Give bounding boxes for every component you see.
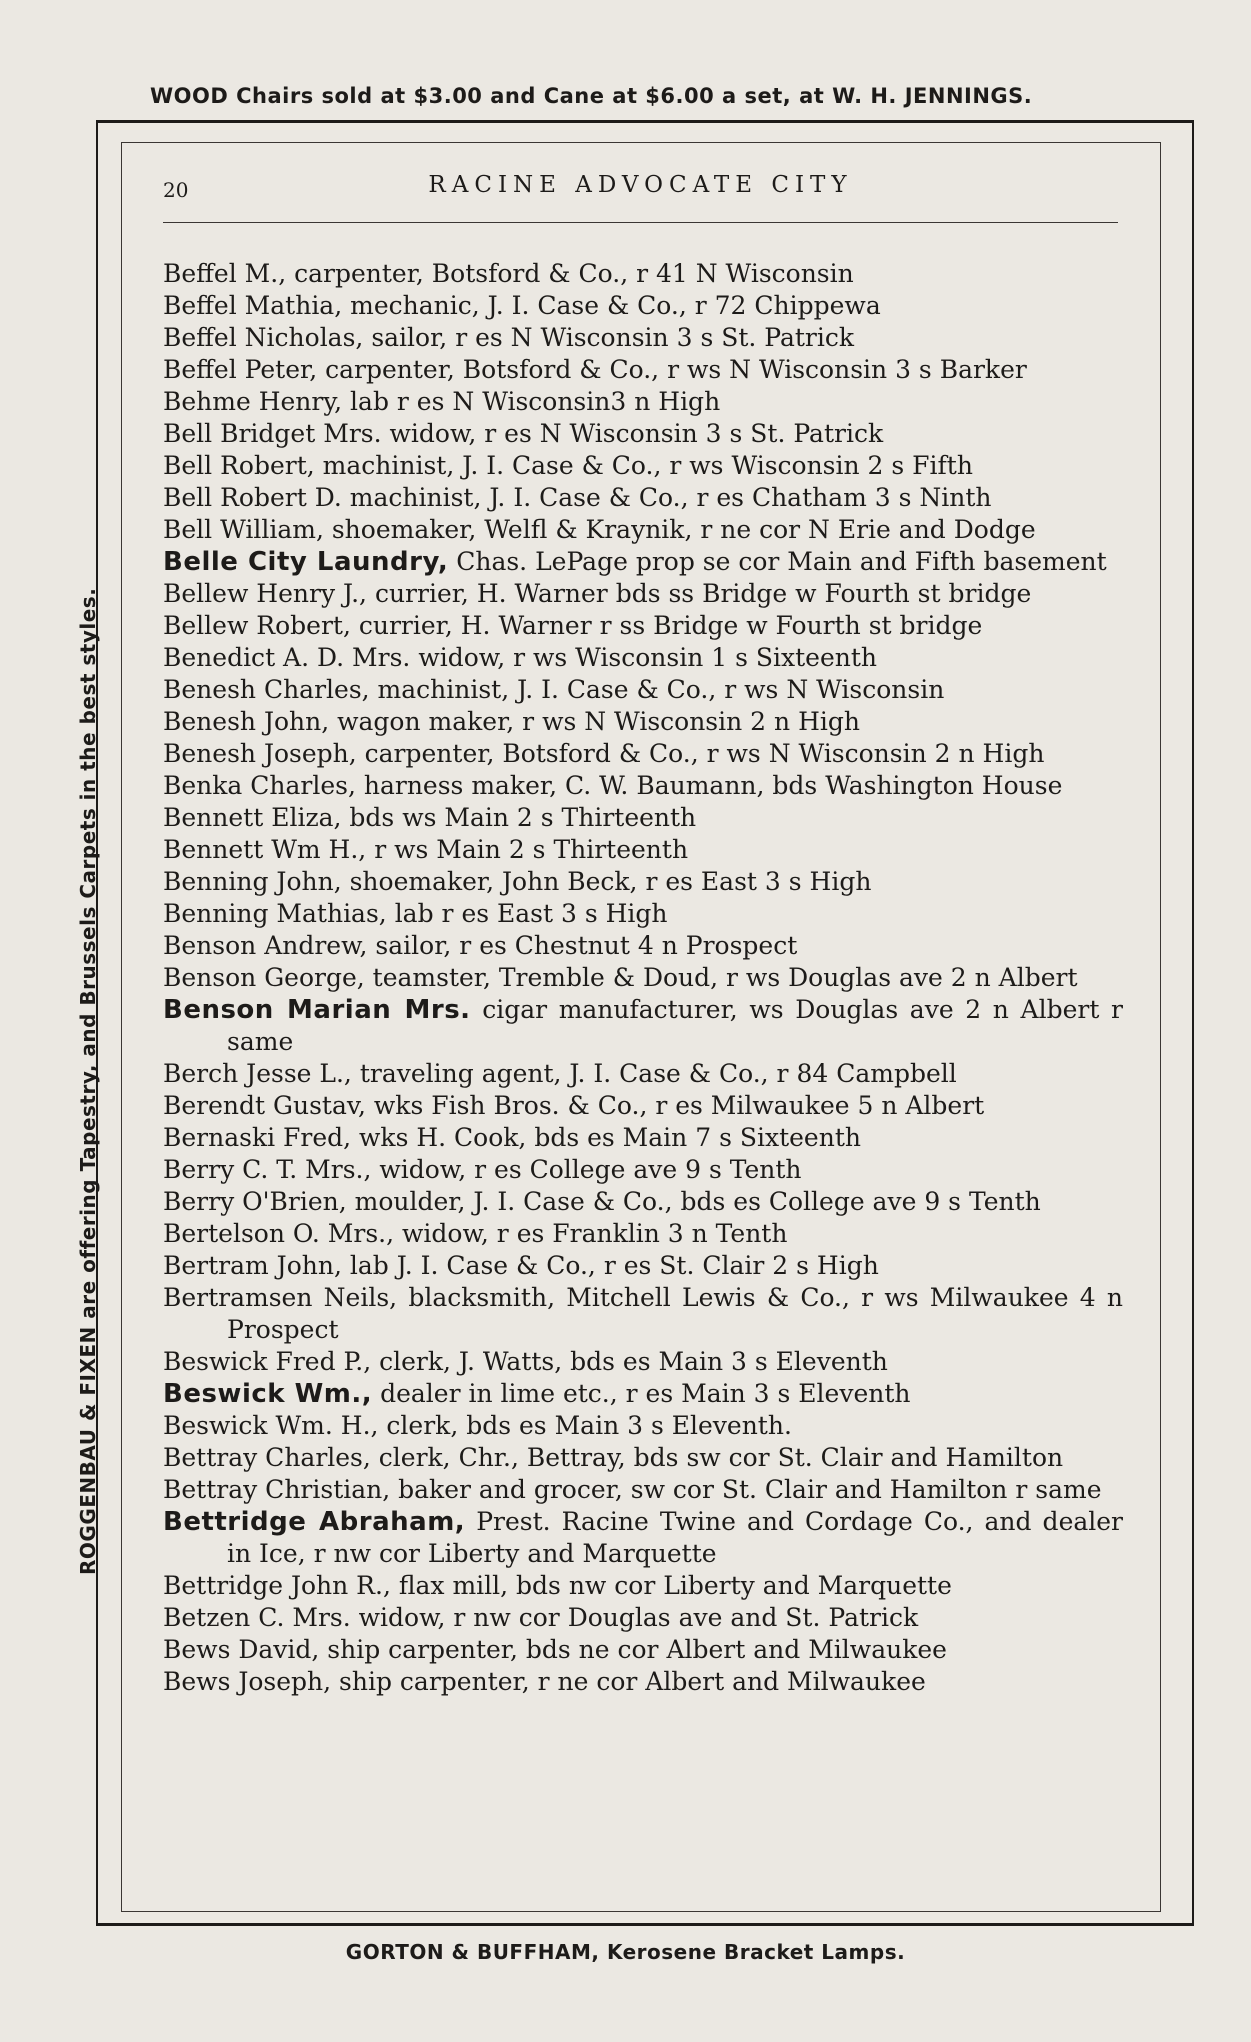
entry-text: Benning Mathias, lab r es East 3 s High [163,899,668,928]
entry-text: Bettray Christian, baker and grocer, sw cor St. Clair and Hamilton r same [163,1475,1102,1504]
footer-advertisement: GORTON & BUFFHAM, Kerosene Bracket Lamps. [345,1940,906,1964]
directory-entry [163,1378,1123,1410]
entry-text: Bertramsen Neils, blacksmith, Mitchell Lewis & Co., r ws Milwaukee 4 n Prospect [163,1283,1123,1344]
directory-entry [163,1122,1123,1154]
entry-text: Bettridge John R., flax mill, bds nw cor Liberty and Marquette [163,1571,952,1600]
directory-entry [163,578,1123,610]
running-head: RACINE ADVOCATE CITY [428,172,853,198]
directory-entry [163,386,1123,418]
entry-text: Betzen C. Mrs. widow, r nw cor Douglas ave and St. Patrick [163,1603,919,1632]
directory-entry [163,1346,1123,1378]
directory-entry [163,482,1123,514]
entry-bold-name: Belle City Laundry, [163,547,449,577]
directory-entry [163,1250,1123,1282]
entry-text: cigar manufacturer, ws Douglas ave 2 n Albert r same [227,995,1123,1056]
directory-entry [163,1410,1123,1442]
directory-entry [163,1186,1123,1218]
directory-entry [163,1442,1123,1474]
entry-text: Beswick Fred P., clerk, J. Watts, bds es Main 3 s Eleventh [163,1347,888,1376]
side-advertisement: ROGGENBAU & FIXEN are offering Tapestry, and Brussels Carpets in the best styles. [76,587,100,1575]
directory-entries [163,258,1123,1698]
entry-text: Bell Robert D. machinist, J. I. Case & Co., r es Chatham 3 s Ninth [163,483,992,512]
entry-text: Berry C. T. Mrs., widow, r es College ave 9 s Tenth [163,1155,802,1184]
entry-text: Bellew Henry J., currier, H. Warner bds ss Bridge w Fourth st bridge [163,579,1032,608]
directory-entry [163,802,1123,834]
entry-text: Berendt Gustav, wks Fish Bros. & Co., r es Milwaukee 5 n Albert [163,1091,985,1120]
directory-entry [163,514,1123,546]
entry-text: dealer in lime etc., r es Main 3 s Eleventh [372,1379,911,1408]
entry-text: Bews David, ship carpenter, bds ne cor Albert and Milwaukee [163,1635,947,1664]
page-number: 20 [163,178,189,202]
directory-entry [163,322,1123,354]
directory-entry [163,610,1123,642]
entry-text: Benesh Charles, machinist, J. I. Case & Co., r ws N Wisconsin [163,675,945,704]
entry-text: Benning John, shoemaker, John Beck, r es East 3 s High [163,867,872,896]
entry-text: Beffel Mathia, mechanic, J. I. Case & Co., r 72 Chippewa [163,291,881,320]
header-rule [163,222,1118,223]
entry-text: Bettray Charles, clerk, Chr., Bettray, bds sw cor St. Clair and Hamilton [163,1443,1064,1472]
directory-entry [163,1634,1123,1666]
entry-text: Beswick Wm. H., clerk, bds es Main 3 s Eleventh. [163,1411,792,1440]
directory-entry [163,1058,1123,1090]
entry-text: Bernaski Fred, wks H. Cook, bds es Main 7 s Sixteenth [163,1123,861,1152]
entry-text: Behme Henry, lab r es N Wisconsin3 n High [163,387,721,416]
directory-entry [163,546,1123,578]
entry-text: Benka Charles, harness maker, C. W. Baumann, bds Washington House [163,771,1063,800]
directory-entry [163,1666,1123,1698]
entry-text: Bennett Wm H., r ws Main 2 s Thirteenth [163,835,689,864]
entry-text: Prest. Racine Twine and Cordage Co., and dealer in Ice, r nw cor Liberty and Marquette [227,1507,1124,1568]
entry-text: Bews Joseph, ship carpenter, r ne cor Albert and Milwaukee [163,1667,926,1696]
entry-text: Bell Robert, machinist, J. I. Case & Co., r ws Wisconsin 2 s Fifth [163,451,973,480]
directory-entry [163,738,1123,770]
entry-bold-name: Benson Marian Mrs. [163,995,471,1025]
directory-entry [163,674,1123,706]
entry-text: Bell William, shoemaker, Welfl & Kraynik, r ne cor N Erie and Dodge [163,515,1036,544]
entry-text: Beffel M., carpenter, Botsford & Co., r 41 N Wisconsin [163,259,854,288]
directory-entry [163,770,1123,802]
entry-bold-name: Bettridge Abraham, [163,1507,466,1537]
entry-text: Bellew Robert, currier, H. Warner r ss Bridge w Fourth st bridge [163,611,983,640]
entry-text: Beffel Nicholas, sailor, r es N Wisconsin 3 s St. Patrick [163,323,855,352]
entry-text: Benesh John, wagon maker, r ws N Wisconsin 2 n High [163,707,860,736]
directory-entry [163,1154,1123,1186]
directory-entry [163,418,1123,450]
directory-entry [163,994,1123,1058]
entry-text: Bertram John, lab J. I. Case & Co., r es St. Clair 2 s High [163,1251,879,1280]
directory-entry [163,258,1123,290]
entry-text: Bell Bridget Mrs. widow, r es N Wisconsin 3 s St. Patrick [163,419,884,448]
directory-entry [163,1570,1123,1602]
entry-text: Berry O'Brien, moulder, J. I. Case & Co., bds es College ave 9 s Tenth [163,1187,1041,1216]
entry-text: Berch Jesse L., traveling agent, J. I. Case & Co., r 84 Campbell [163,1059,957,1088]
entry-text: Bertelson O. Mrs., widow, r es Franklin 3 n Tenth [163,1219,788,1248]
entry-text: Beffel Peter, carpenter, Botsford & Co., r ws N Wisconsin 3 s Barker [163,355,1027,384]
entry-text: Benson George, teamster, Tremble & Doud, r ws Douglas ave 2 n Albert [163,963,1078,992]
directory-entry [163,962,1123,994]
directory-entry [163,706,1123,738]
directory-entry [163,1602,1123,1634]
entry-text: Benson Andrew, sailor, r es Chestnut 4 n Prospect [163,931,798,960]
directory-entry [163,354,1123,386]
directory-entry [163,834,1123,866]
entry-text: Benesh Joseph, carpenter, Botsford & Co., r ws N Wisconsin 2 n High [163,739,1045,768]
entry-text: Benedict A. D. Mrs. widow, r ws Wisconsin 1 s Sixteenth [163,643,878,672]
directory-entry [163,1282,1123,1346]
directory-entry [163,1090,1123,1122]
entry-bold-name: Beswick Wm., [163,1379,373,1409]
entry-text: Chas. LePage prop se cor Main and Fifth basement [448,547,1107,576]
directory-entry [163,290,1123,322]
directory-entry [163,642,1123,674]
directory-entry [163,866,1123,898]
entry-text: Bennett Eliza, bds ws Main 2 s Thirteenth [163,803,697,832]
directory-entry [163,1218,1123,1250]
directory-entry [163,1474,1123,1506]
directory-entry [163,450,1123,482]
directory-entry [163,1506,1123,1570]
directory-entry [163,930,1123,962]
header-advertisement: WOOD Chairs sold at $3.00 and Cane at $6.00 a set, at W. H. JENNINGS. [150,84,1033,108]
directory-entry [163,898,1123,930]
